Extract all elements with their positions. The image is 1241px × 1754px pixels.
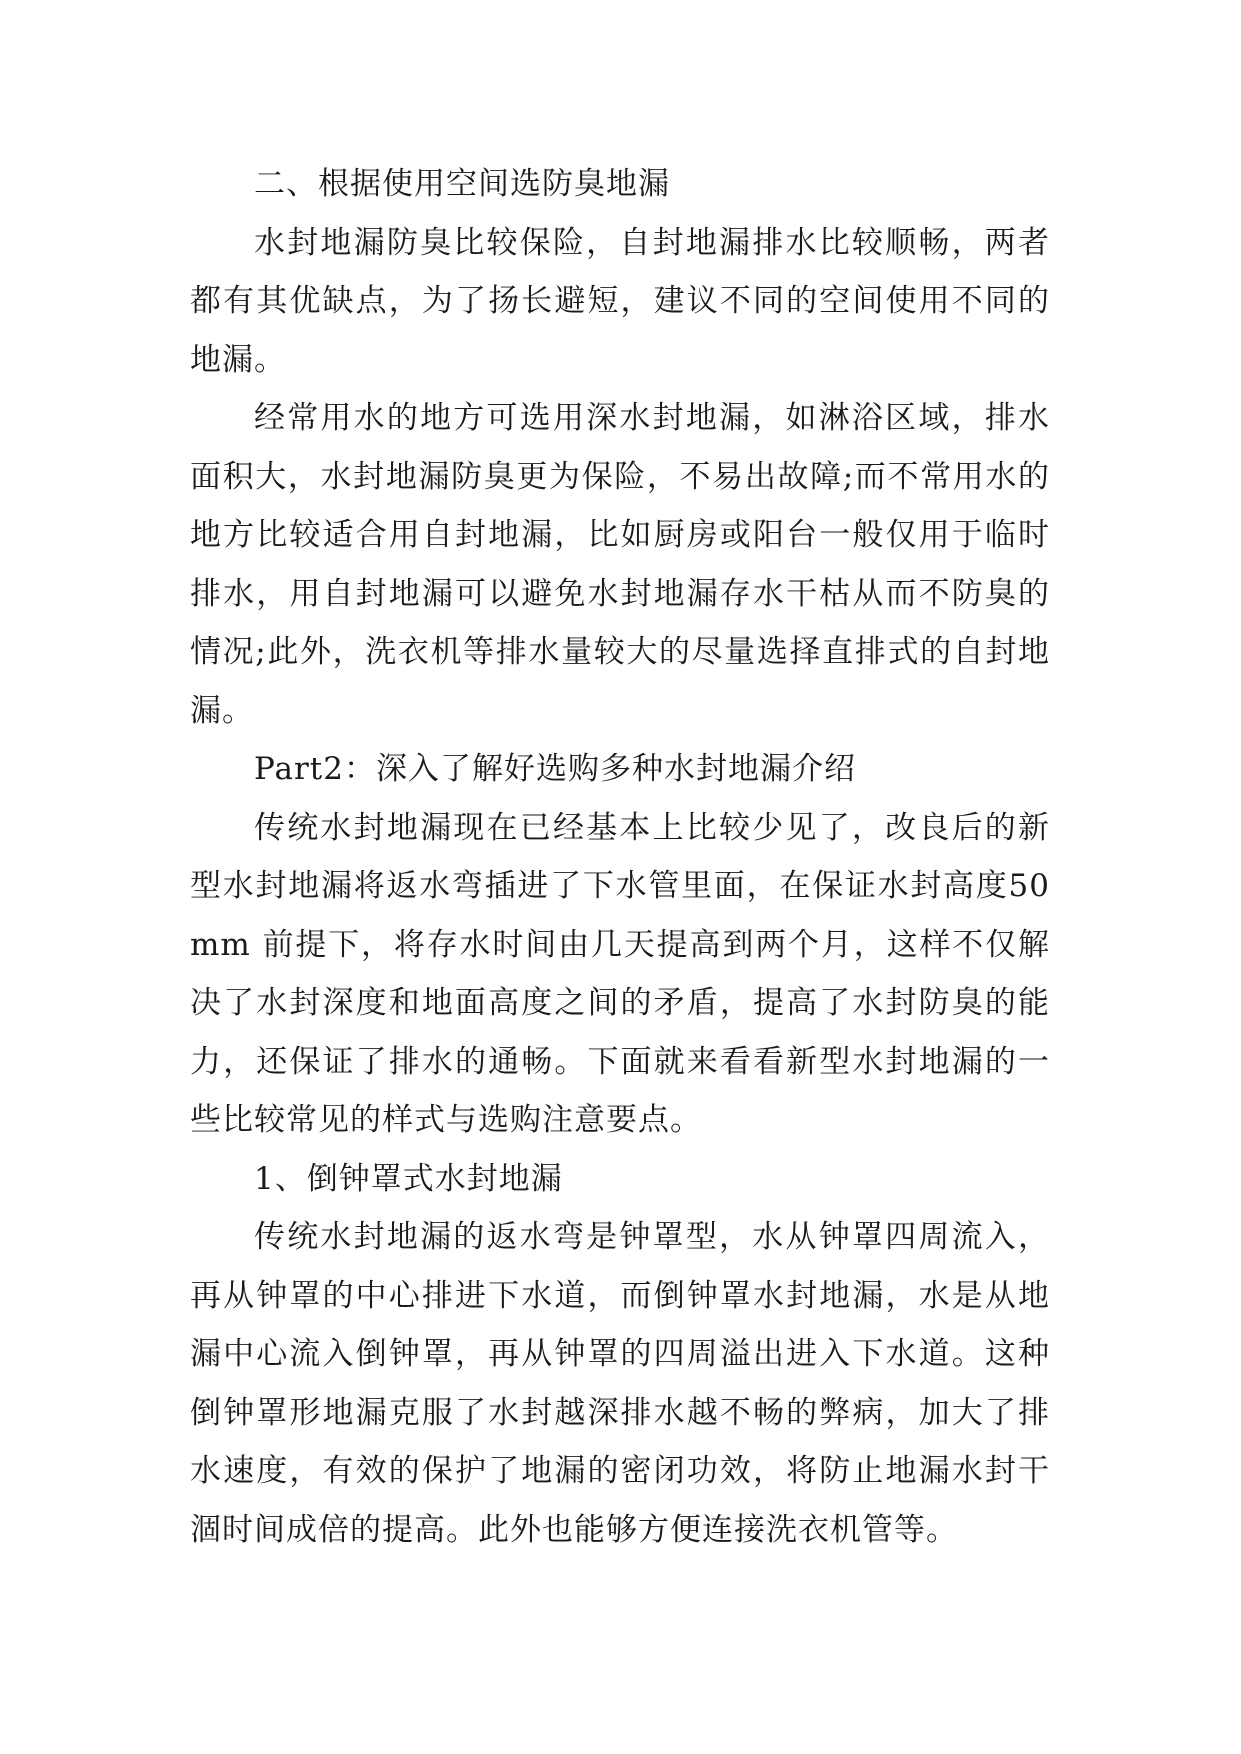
paragraph-inverted-bell: 传统水封地漏的返水弯是钟罩型，水从钟罩四周流入，再从钟罩的中心排进下水道，而倒钟罩水封地漏，水是从地漏中心流入倒钟罩，再从钟罩的四周溢出进入下水道。这种倒钟罩形地漏克服了水封越深排水越不畅的弊病，加大了排水速度，有效的保护了地漏的密闭功效，将防止地漏水封干涸时间成倍的提高。此外也能够方便连接洗衣机管等。 [190,1219,1050,1548]
section-heading-part2: Part2：深入了解好选购多种水封地漏介绍 [254,751,856,787]
section-heading-space: 二、根据使用空间选防臭地漏 [254,166,670,202]
paragraph-usage-advice: 经常用水的地方可选用深水封地漏，如淋浴区域，排水面积大，水封地漏防臭更为保险，不易出故障;而不常用水的地方比较适合用自封地漏，比如厨房或阳台一般仅用于临时排水，用自封地漏可以避免水封地漏存水干枯从而不防臭的情况;此外，洗衣机等排水量较大的尽量选择直排式的自封地漏。 [190,400,1050,729]
paragraph-new-water-seal: 传统水封地漏现在已经基本上比较少见了，改良后的新型水封地漏将返水弯插进了下水管里面，在保证水封高度50mm 前提下，将存水时间由几天提高到两个月，这样不仅解决了水封深度和地面高度之间的矛盾，提高了水封防臭的能力，还保证了排水的通畅。下面就来看看新型水封地漏的一些比较常见的样式与选购注意要点。 [190,809,1050,1138]
section-heading-inverted-bell: 1、倒钟罩式水封地漏 [254,1160,563,1197]
paragraph-seal-comparison: 水封地漏防臭比较保险，自封地漏排水比较顺畅，两者都有其优缺点，为了扬长避短，建议不同的空间使用不同的地漏。 [190,224,1050,378]
document-page [190,155,1050,1695]
